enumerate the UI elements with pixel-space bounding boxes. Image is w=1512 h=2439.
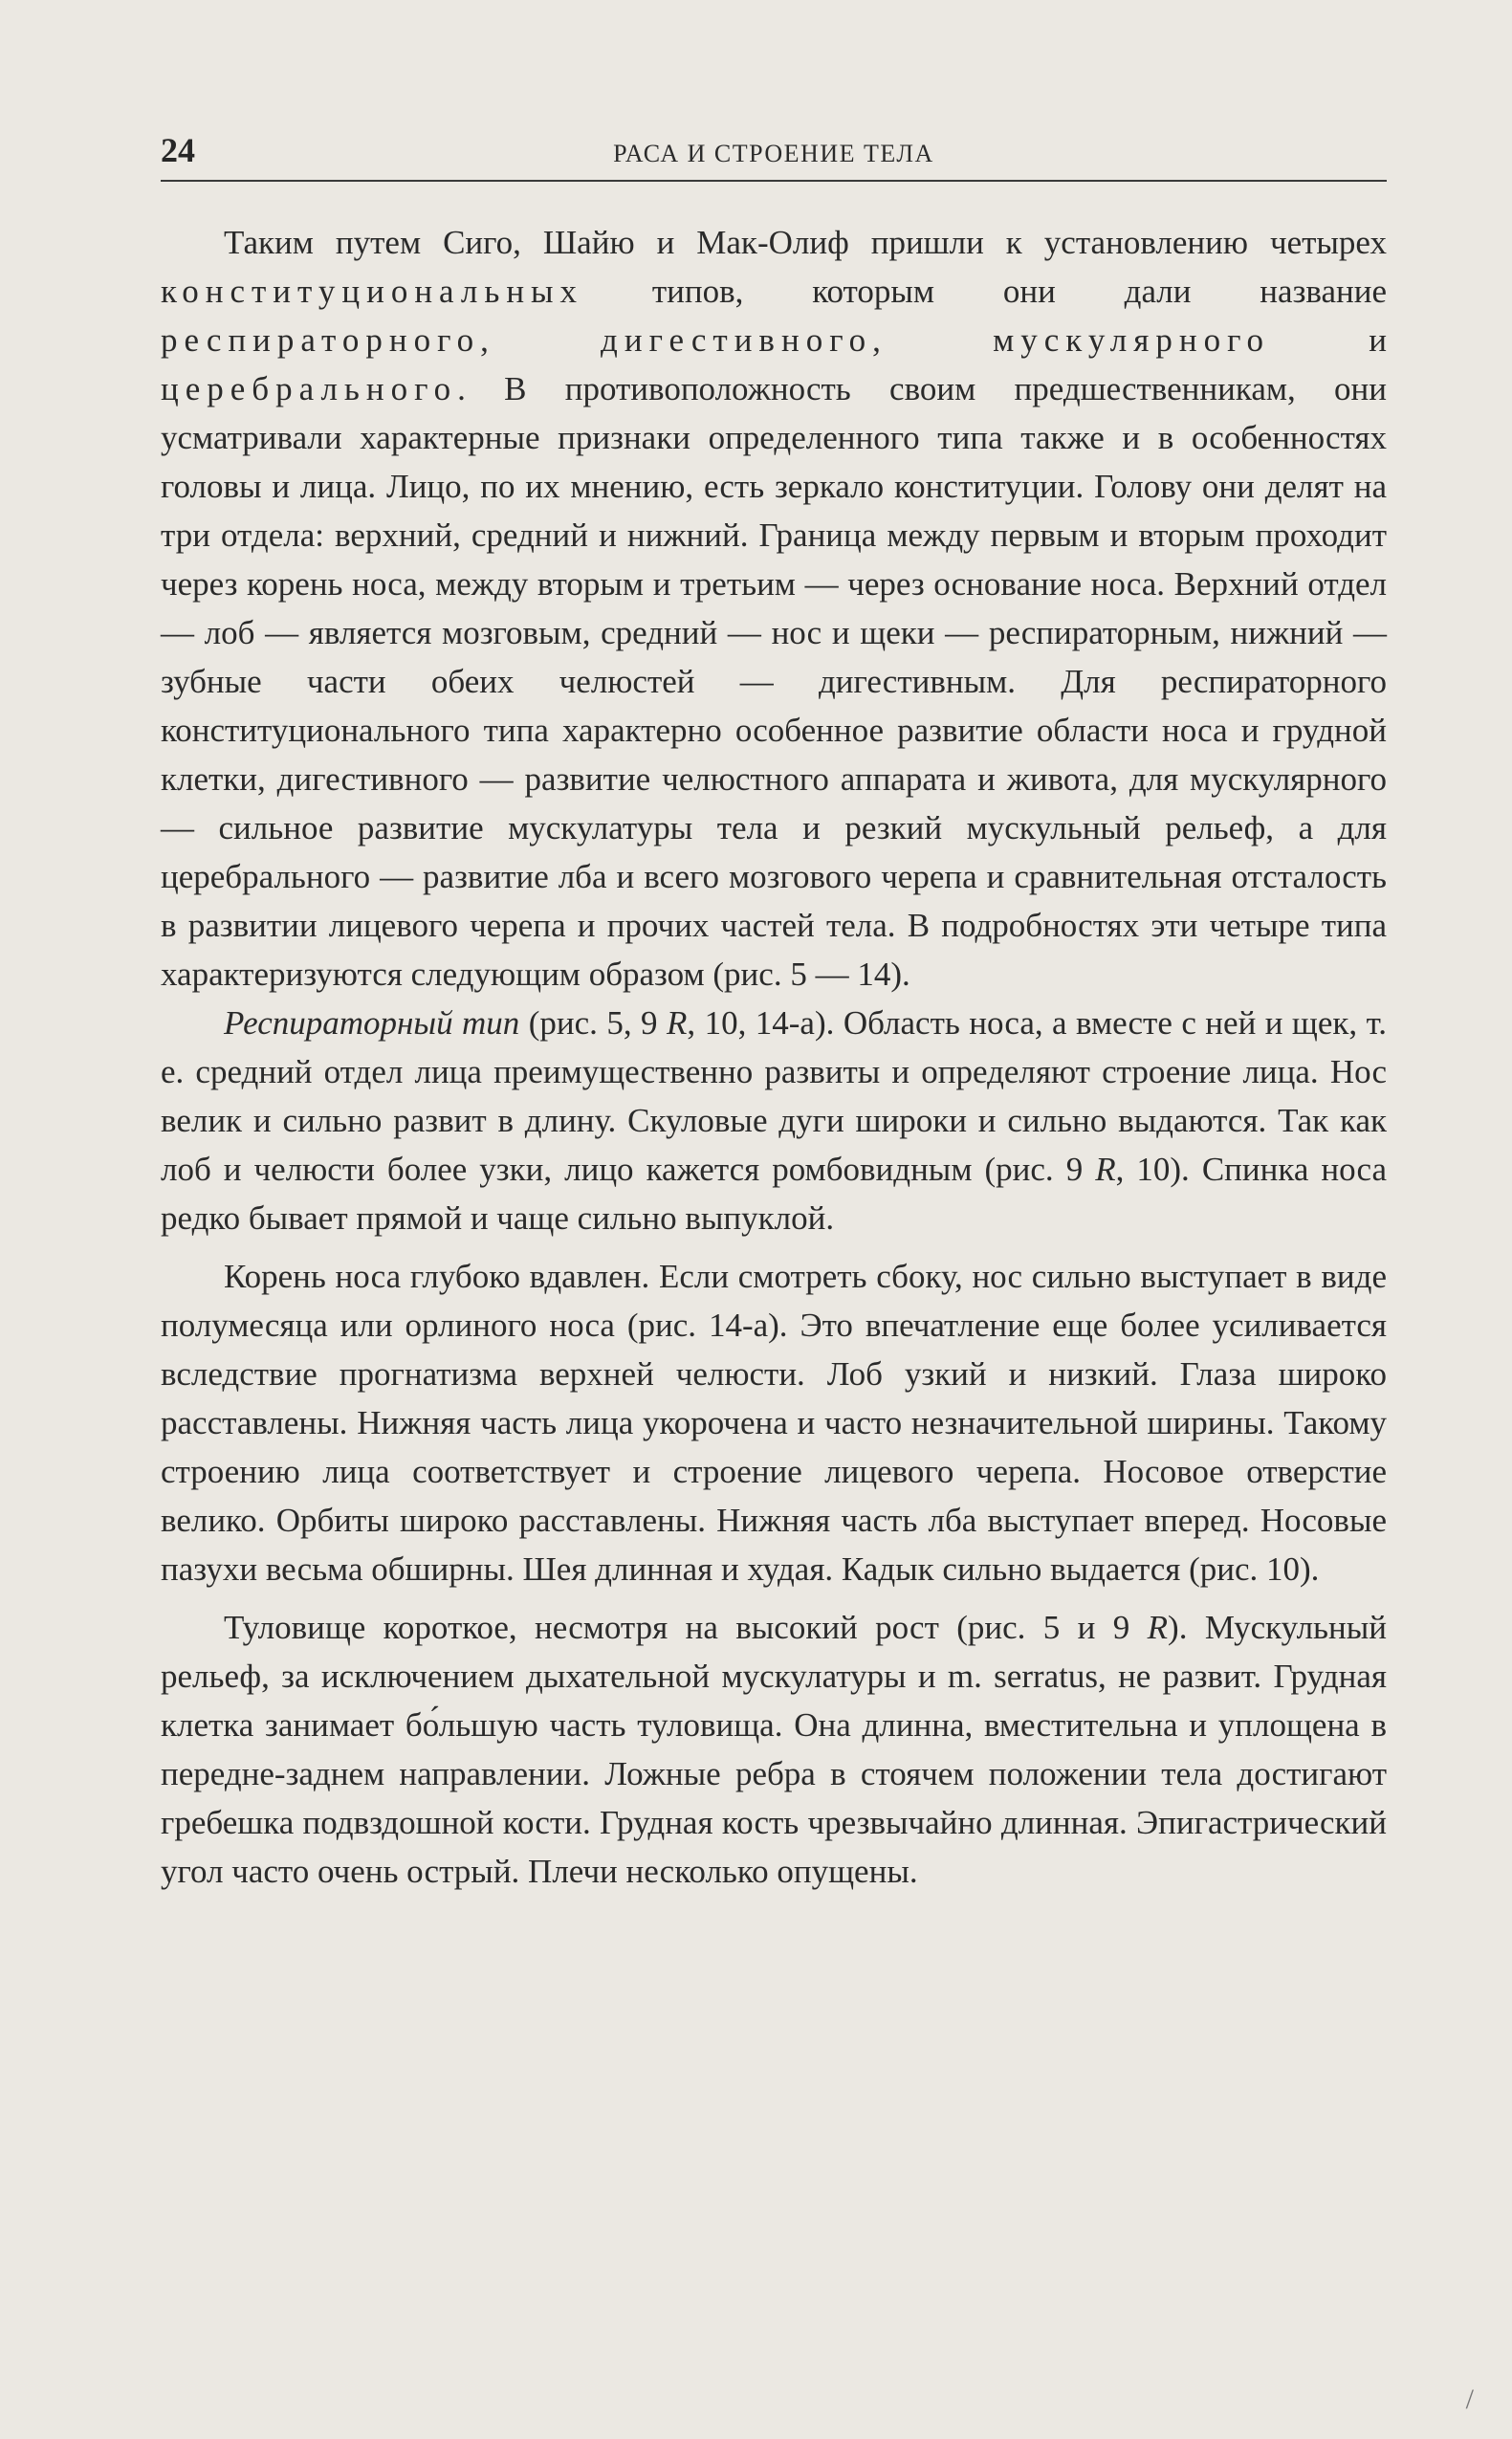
page-number: 24: [161, 131, 195, 169]
paragraph-3: Корень носа глубоко вдавлен. Если смотреть сбоку, нос сильно выступает в виде полумесяца или орлиного носа (рис. 14-а). Это впечатление еще более усиливается вследствие прогнатизма верхней челюсти. Лоб узкий и низкий. Глаза широко расставлены. Нижняя часть лица укорочена и часто незначительной ширины. Такому строению лица соответствует и строение лицевого черепа. Носовое отверстие велико. Орбиты широко расставлены. Нижняя часть лба выступает вперед. Носовые пазухи весьма обширны. Шея длинная и худая. Кадык сильно выдается (рис. 10).: [161, 1258, 1387, 1588]
paragraph-1-text-b: типов, которым они дали название: [583, 273, 1387, 310]
paragraph-1-conjunction: и: [1270, 321, 1387, 359]
italic-heading-respiratory-type: Респираторный тип: [224, 1004, 520, 1042]
paragraph-2: [161, 999, 1387, 1242]
paragraph-2-text-b: , 10, 14-а). Область носа, а вместе с ней и щек, т. е. средний отдел лица преимущественно развиты и определяют строение лица. Нос велик и сильно развит в длину. Скуловые дуги широки и сильно выдаются. Так как лоб и челюсти более узки, лицо кажется ромбовидным (рис. 9: [161, 1004, 1388, 1188]
italic-figure-letter: R: [1147, 1609, 1169, 1646]
paragraph-1-text-c: . В противоположность своим предшественникам, они усматривали характерные признаки определенного типа также и в особенностях головы и лица. Лицо, по их мнению, есть зеркало конституции. Голову они делят на три отдела: верхний, средний и нижний. Граница между первым и вторым проходит через корень носа, между вторым и третьим — через основание носа. Верхний отдел — лоб — является мозговым, средний — нос и щеки — респираторным, нижний — зубные части обеих челюстей — дигестивным. Для респираторного конституционального типа характерно особенное развитие области носа и грудной клетки, дигестивного — развитие челюстного аппарата и живота, для мускулярного — сильное развитие мускулатуры тела и резкий мускульный рельеф, а для церебрального — развитие лба и всего мозгового черепа и сравнительная отсталость в развитии лицевого черепа и прочих частей тела. В подробностях эти четыре типа характеризуются следующим образом (рис. 5 — 14).: [161, 370, 1387, 993]
italic-figure-letter: R: [667, 1004, 688, 1042]
corner-mark: /: [1465, 2384, 1474, 2415]
paragraph-2-text-a: (рис. 5, 9: [519, 1004, 667, 1042]
paragraph-4: [161, 1603, 1387, 1896]
running-title: РАСА И СТРОЕНИЕ ТЕЛА: [613, 140, 934, 167]
running-head: [161, 126, 1387, 182]
spaced-term-cerebral: церебрального: [161, 370, 458, 407]
paragraph-1-text-a: Таким путем Сиго, Шайю и Мак-Олиф пришли к установлению четырех: [224, 224, 1387, 261]
paragraph-2-text-c: , 10). Спинка носа редко бывает прямой и чаще сильно выпуклой.: [161, 1151, 1387, 1237]
paragraph-4-text-a: Туловище короткое, несмотря на высокий рост (рис. 5 и 9: [224, 1609, 1148, 1646]
spaced-term-constitutional: конституциональных: [161, 273, 584, 310]
italic-figure-letter: R: [1095, 1151, 1116, 1188]
paragraph-4-text-b: ). Мускульный рельеф, за исключением дыхательной мускулатуры и m. serratus, не развит. Грудная клетка занимает бо́льшую часть туловища. Она длинна, вместительна и уплощена в передне-заднем направлении. Ложные ребра в стоячем положении тела достигают гребешка подвздошной кости. Грудная кость чрезвычайно длинная. Эпигастрический угол часто очень острый. Плечи несколько опущены.: [161, 1609, 1387, 1890]
paragraph-1: [161, 218, 1387, 999]
body-text: [161, 218, 1387, 1896]
spaced-term-types: респираторного, дигестивного, мускулярного: [161, 321, 1271, 359]
